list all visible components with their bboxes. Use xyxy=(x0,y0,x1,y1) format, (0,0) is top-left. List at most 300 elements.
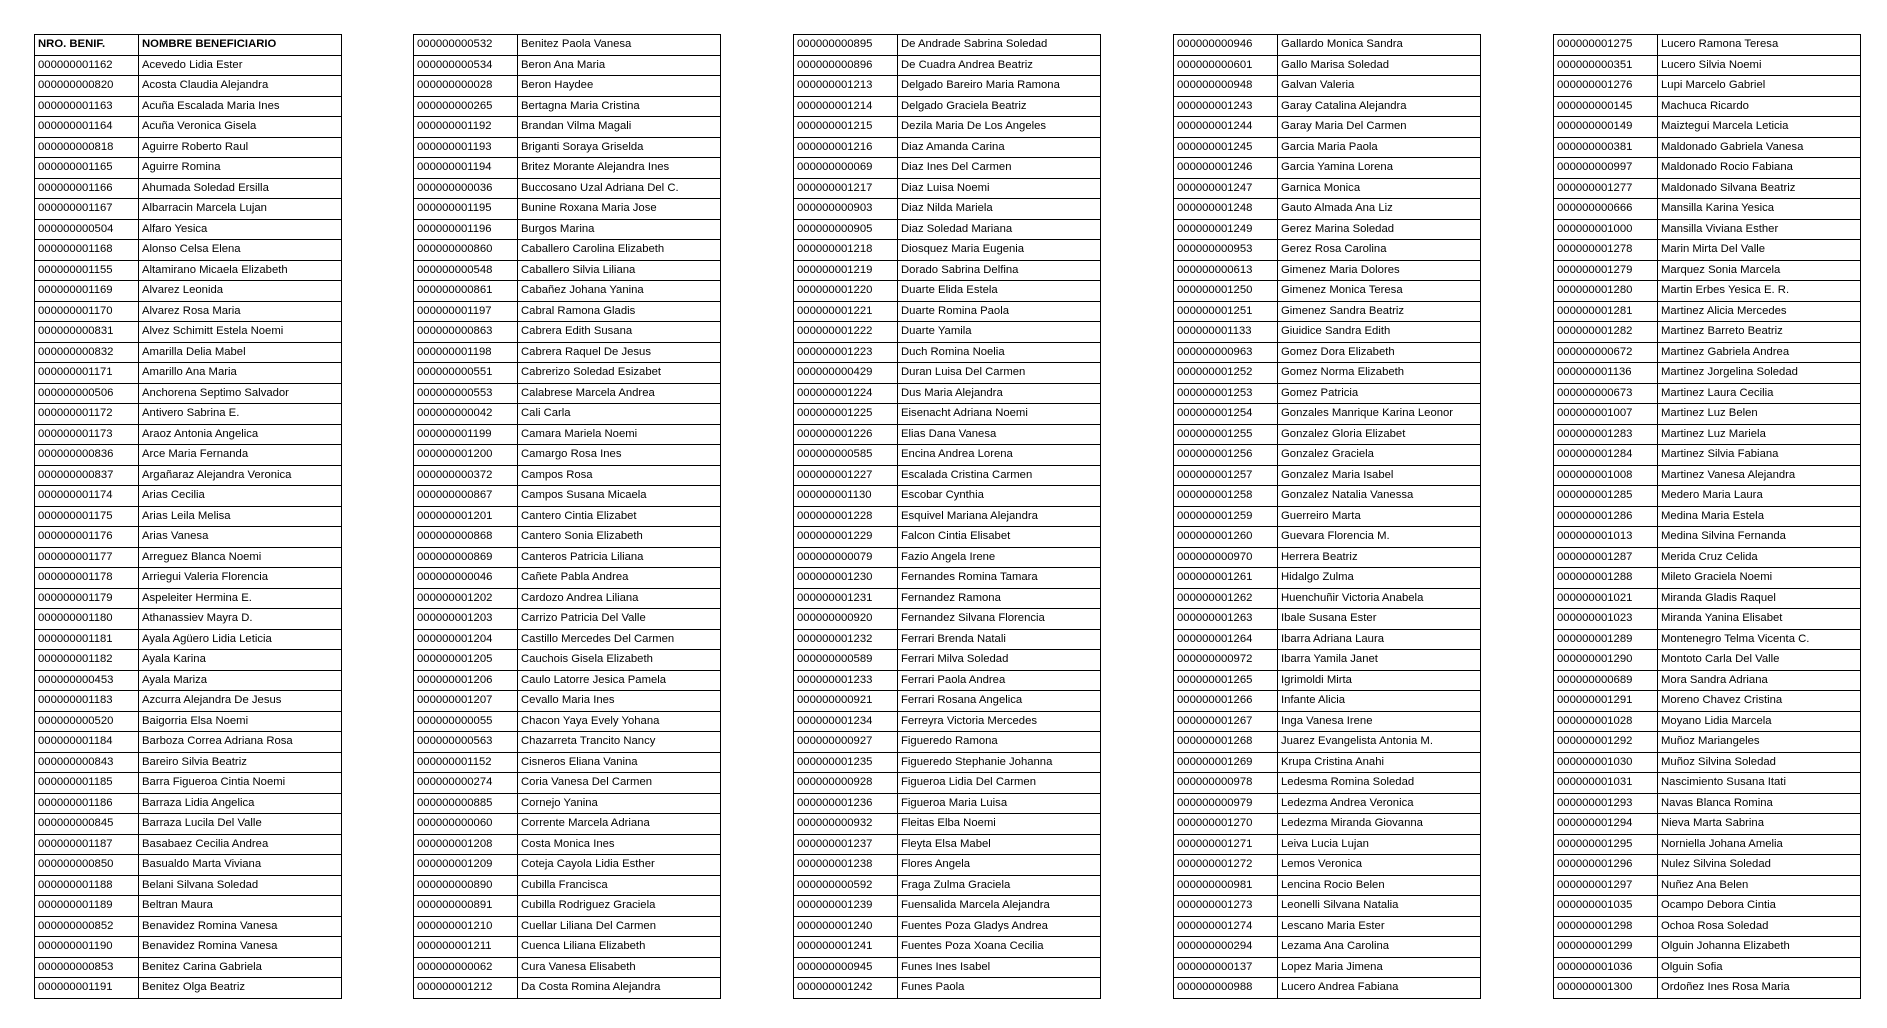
beneficiary-name: Cardozo Andrea Liliana xyxy=(518,588,721,609)
beneficiary-name: Elias Dana Vanesa xyxy=(898,424,1101,445)
table-row xyxy=(35,957,342,978)
beneficiary-name: Fleyta Elsa Mabel xyxy=(898,834,1101,855)
beneficiary-number: 000000001282 xyxy=(1554,322,1658,343)
beneficiary-name: Merida Cruz Celida xyxy=(1658,547,1861,568)
beneficiary-number: 000000001031 xyxy=(1554,773,1658,794)
beneficiary-number: 000000001270 xyxy=(1174,814,1278,835)
table-row xyxy=(1174,424,1481,445)
beneficiary-name: Mansilla Viviana Esther xyxy=(1658,219,1861,240)
beneficiary-number: 000000001297 xyxy=(1554,875,1658,896)
table-row xyxy=(1554,629,1861,650)
table-row xyxy=(794,711,1101,732)
beneficiary-number: 000000001238 xyxy=(794,855,898,876)
beneficiary-number: 000000001172 xyxy=(35,404,139,425)
beneficiary-name: De Cuadra Andrea Beatriz xyxy=(898,55,1101,76)
beneficiary-name: Marquez Sonia Marcela xyxy=(1658,260,1861,281)
beneficiary-number: 000000001255 xyxy=(1174,424,1278,445)
beneficiary-number: 000000001205 xyxy=(414,650,518,671)
beneficiary-name: Diaz Luisa Noemi xyxy=(898,178,1101,199)
beneficiary-table-4 xyxy=(1173,34,1481,999)
beneficiary-name: Hidalgo Zulma xyxy=(1278,568,1481,589)
beneficiary-number: 000000000853 xyxy=(35,957,139,978)
beneficiary-number: 000000001248 xyxy=(1174,199,1278,220)
beneficiary-name: Alvez Schimitt Estela Noemi xyxy=(139,322,342,343)
beneficiary-number: 000000000601 xyxy=(1174,55,1278,76)
table-row xyxy=(1174,752,1481,773)
beneficiary-number: 000000000381 xyxy=(1554,137,1658,158)
beneficiary-number: 000000001169 xyxy=(35,281,139,302)
beneficiary-number: 000000001228 xyxy=(794,506,898,527)
beneficiary-name: Barboza Correa Adriana Rosa xyxy=(139,732,342,753)
beneficiary-number: 000000001008 xyxy=(1554,465,1658,486)
table-row xyxy=(794,260,1101,281)
beneficiary-name: Argañaraz Alejandra Veronica xyxy=(139,465,342,486)
table-row xyxy=(1174,793,1481,814)
beneficiary-number: 000000001261 xyxy=(1174,568,1278,589)
table-row xyxy=(35,547,342,568)
table-row xyxy=(794,957,1101,978)
beneficiary-name: Altamirano Micaela Elizabeth xyxy=(139,260,342,281)
table-row xyxy=(414,465,721,486)
beneficiary-name: Lucero Silvia Noemi xyxy=(1658,55,1861,76)
beneficiary-name: Dezila Maria De Los Angeles xyxy=(898,117,1101,138)
table-row xyxy=(1554,814,1861,835)
table-row xyxy=(35,260,342,281)
beneficiary-name: Duarte Romina Paola xyxy=(898,301,1101,322)
beneficiary-number: 000000000079 xyxy=(794,547,898,568)
beneficiary-number: 000000001230 xyxy=(794,568,898,589)
beneficiary-number: 000000001133 xyxy=(1174,322,1278,343)
beneficiary-name: Martinez Silvia Fabiana xyxy=(1658,445,1861,466)
beneficiary-number: 000000001176 xyxy=(35,527,139,548)
beneficiary-name: Ocampo Debora Cintia xyxy=(1658,896,1861,917)
beneficiary-number: 000000000589 xyxy=(794,650,898,671)
beneficiary-number: 000000001295 xyxy=(1554,834,1658,855)
table-row xyxy=(1174,486,1481,507)
beneficiary-number: 000000001218 xyxy=(794,240,898,261)
beneficiary-name: Anchorena Septimo Salvador xyxy=(139,383,342,404)
beneficiary-name: Gonzalez Graciela xyxy=(1278,445,1481,466)
table-row xyxy=(794,588,1101,609)
table-row xyxy=(794,445,1101,466)
beneficiary-number: 000000001243 xyxy=(1174,96,1278,117)
table-row xyxy=(794,465,1101,486)
beneficiary-number: 000000001162 xyxy=(35,55,139,76)
table-row xyxy=(794,96,1101,117)
table-row xyxy=(1174,978,1481,999)
beneficiary-number: 000000000832 xyxy=(35,342,139,363)
table-body xyxy=(1554,35,1861,999)
table-row xyxy=(794,834,1101,855)
beneficiary-name: Gomez Norma Elizabeth xyxy=(1278,363,1481,384)
table-row xyxy=(1174,178,1481,199)
beneficiary-number: 000000001197 xyxy=(414,301,518,322)
table-row xyxy=(794,527,1101,548)
table-row xyxy=(35,281,342,302)
table-row xyxy=(794,916,1101,937)
beneficiary-name: Alfaro Yesica xyxy=(139,219,342,240)
table-row xyxy=(414,301,721,322)
table-row xyxy=(1174,404,1481,425)
beneficiary-number: 000000000689 xyxy=(1554,670,1658,691)
beneficiary-number: 000000000891 xyxy=(414,896,518,917)
beneficiary-number: 000000001187 xyxy=(35,834,139,855)
beneficiary-name: Benavidez Romina Vanesa xyxy=(139,916,342,937)
beneficiary-name: Chacon Yaya Evely Yohana xyxy=(518,711,721,732)
table-row xyxy=(35,875,342,896)
beneficiary-name: Gerez Marina Soledad xyxy=(1278,219,1481,240)
table-row xyxy=(414,55,721,76)
beneficiary-name: Ledezma Andrea Veronica xyxy=(1278,793,1481,814)
beneficiary-name: Costa Monica Ines xyxy=(518,834,721,855)
table-row xyxy=(35,896,342,917)
table-row xyxy=(35,588,342,609)
beneficiary-number: 000000001184 xyxy=(35,732,139,753)
table-row xyxy=(35,445,342,466)
table-row xyxy=(1554,670,1861,691)
beneficiary-number: 000000000920 xyxy=(794,609,898,630)
beneficiary-name: Gerez Rosa Carolina xyxy=(1278,240,1481,261)
table-row xyxy=(1554,937,1861,958)
beneficiary-number: 000000001189 xyxy=(35,896,139,917)
beneficiary-name: Ferreyra Victoria Mercedes xyxy=(898,711,1101,732)
beneficiary-number: 000000001215 xyxy=(794,117,898,138)
beneficiary-number: 000000001036 xyxy=(1554,957,1658,978)
table-body xyxy=(794,35,1101,999)
beneficiary-number: 000000000868 xyxy=(414,527,518,548)
table-row xyxy=(1554,486,1861,507)
table-row xyxy=(1554,137,1861,158)
beneficiary-name: Gonzalez Maria Isabel xyxy=(1278,465,1481,486)
beneficiary-name: Fleitas Elba Noemi xyxy=(898,814,1101,835)
beneficiary-number: 000000000978 xyxy=(1174,773,1278,794)
beneficiary-name: Coteja Cayola Lidia Esther xyxy=(518,855,721,876)
beneficiary-name: Corrente Marcela Adriana xyxy=(518,814,721,835)
beneficiary-name: Ayala Mariza xyxy=(139,670,342,691)
beneficiary-name: Lupi Marcelo Gabriel xyxy=(1658,76,1861,97)
beneficiary-number: 000000000504 xyxy=(35,219,139,240)
table-row xyxy=(794,486,1101,507)
table-row xyxy=(1554,322,1861,343)
beneficiary-number: 000000000981 xyxy=(1174,875,1278,896)
beneficiary-number: 000000001288 xyxy=(1554,568,1658,589)
beneficiary-name: Moyano Lidia Marcela xyxy=(1658,711,1861,732)
table-row xyxy=(35,650,342,671)
beneficiary-name: Arreguez Blanca Noemi xyxy=(139,547,342,568)
beneficiary-name: Gallo Marisa Soledad xyxy=(1278,55,1481,76)
table-row xyxy=(1554,752,1861,773)
beneficiary-name: Mansilla Karina Yesica xyxy=(1658,199,1861,220)
table-row xyxy=(414,219,721,240)
beneficiary-number: 000000000265 xyxy=(414,96,518,117)
beneficiary-number: 000000001164 xyxy=(35,117,139,138)
beneficiary-name: Galvan Valeria xyxy=(1278,76,1481,97)
table-row xyxy=(794,178,1101,199)
beneficiary-name: Bareiro Silvia Beatriz xyxy=(139,752,342,773)
beneficiary-number: 000000001182 xyxy=(35,650,139,671)
beneficiary-number: 000000001195 xyxy=(414,199,518,220)
beneficiary-name: Delgado Graciela Beatriz xyxy=(898,96,1101,117)
beneficiary-name: Juarez Evangelista Antonia M. xyxy=(1278,732,1481,753)
table-row xyxy=(1174,506,1481,527)
beneficiary-name: Eisenacht Adriana Noemi xyxy=(898,404,1101,425)
beneficiary-number: 000000000520 xyxy=(35,711,139,732)
beneficiary-number: 000000001023 xyxy=(1554,609,1658,630)
table-row xyxy=(1554,96,1861,117)
beneficiary-name: Dorado Sabrina Delfina xyxy=(898,260,1101,281)
beneficiary-name: Cura Vanesa Elisabeth xyxy=(518,957,721,978)
table-row xyxy=(794,547,1101,568)
beneficiary-number: 000000000895 xyxy=(794,35,898,56)
beneficiary-number: 000000000845 xyxy=(35,814,139,835)
table-row xyxy=(35,609,342,630)
beneficiary-number: 000000001227 xyxy=(794,465,898,486)
beneficiary-name: Briganti Soraya Griselda xyxy=(518,137,721,158)
table-row xyxy=(1554,711,1861,732)
beneficiary-name: Gomez Patricia xyxy=(1278,383,1481,404)
beneficiary-name: Arriegui Valeria Florencia xyxy=(139,568,342,589)
beneficiary-number: 000000000563 xyxy=(414,732,518,753)
table-row xyxy=(414,342,721,363)
beneficiary-name: Medina Maria Estela xyxy=(1658,506,1861,527)
table-row xyxy=(794,301,1101,322)
beneficiary-name: Garay Catalina Alejandra xyxy=(1278,96,1481,117)
table-row xyxy=(1174,650,1481,671)
beneficiary-name: Cali Carla xyxy=(518,404,721,425)
beneficiary-number: 000000000613 xyxy=(1174,260,1278,281)
beneficiary-name: Figueroa Maria Luisa xyxy=(898,793,1101,814)
beneficiary-number: 000000001198 xyxy=(414,342,518,363)
beneficiary-name: Cisneros Eliana Vanina xyxy=(518,752,721,773)
beneficiary-name: Antivero Sabrina E. xyxy=(139,404,342,425)
beneficiary-number: 000000000585 xyxy=(794,445,898,466)
beneficiary-name: Garay Maria Del Carmen xyxy=(1278,117,1481,138)
beneficiary-name: Huenchuñir Victoria Anabela xyxy=(1278,588,1481,609)
table-body xyxy=(1174,35,1481,999)
table-row xyxy=(794,896,1101,917)
table-row xyxy=(794,55,1101,76)
beneficiary-number: 000000001266 xyxy=(1174,691,1278,712)
table-row xyxy=(794,199,1101,220)
beneficiary-name: Norniella Johana Amelia xyxy=(1658,834,1861,855)
table-row xyxy=(1174,957,1481,978)
beneficiary-number: 000000001193 xyxy=(414,137,518,158)
beneficiary-number: 000000001035 xyxy=(1554,896,1658,917)
beneficiary-number: 000000000036 xyxy=(414,178,518,199)
beneficiary-name: Camara Mariela Noemi xyxy=(518,424,721,445)
beneficiary-number: 000000000953 xyxy=(1174,240,1278,261)
table-row xyxy=(1174,199,1481,220)
beneficiary-number: 000000000867 xyxy=(414,486,518,507)
beneficiary-name: Martinez Barreto Beatriz xyxy=(1658,322,1861,343)
beneficiary-name: Britez Morante Alejandra Ines xyxy=(518,158,721,179)
beneficiary-number: 000000001168 xyxy=(35,240,139,261)
table-row xyxy=(35,732,342,753)
table-row xyxy=(1554,342,1861,363)
table-row xyxy=(1554,281,1861,302)
table-row xyxy=(1554,691,1861,712)
table-row xyxy=(794,35,1101,56)
beneficiary-name: Lemos Veronica xyxy=(1278,855,1481,876)
beneficiary-number: 000000000963 xyxy=(1174,342,1278,363)
table-row xyxy=(414,896,721,917)
beneficiary-name: Amarillo Ana Maria xyxy=(139,363,342,384)
beneficiary-number: 000000001200 xyxy=(414,445,518,466)
beneficiary-name: Olguin Sofia xyxy=(1658,957,1861,978)
table-row xyxy=(414,650,721,671)
beneficiary-number: 000000001190 xyxy=(35,937,139,958)
table-row xyxy=(1554,240,1861,261)
table-row xyxy=(414,691,721,712)
table-row xyxy=(414,383,721,404)
beneficiary-name: Lopez Maria Jimena xyxy=(1278,957,1481,978)
table-row xyxy=(1174,260,1481,281)
beneficiary-number: 000000001287 xyxy=(1554,547,1658,568)
beneficiary-name: Flores Angela xyxy=(898,855,1101,876)
beneficiary-number: 000000001166 xyxy=(35,178,139,199)
beneficiary-name: Mileto Graciela Noemi xyxy=(1658,568,1861,589)
table-row xyxy=(1174,465,1481,486)
table-row xyxy=(1174,629,1481,650)
table-row xyxy=(414,814,721,835)
table-row xyxy=(414,609,721,630)
beneficiary-number: 000000000372 xyxy=(414,465,518,486)
table-row xyxy=(794,609,1101,630)
beneficiary-name: Cuellar Liliana Del Carmen xyxy=(518,916,721,937)
beneficiary-number: 000000001185 xyxy=(35,773,139,794)
beneficiary-name: Medero Maria Laura xyxy=(1658,486,1861,507)
beneficiary-number: 000000000818 xyxy=(35,137,139,158)
beneficiary-number: 000000001130 xyxy=(794,486,898,507)
beneficiary-name: Ordoñez Ines Rosa Maria xyxy=(1658,978,1861,999)
table-row xyxy=(1554,732,1861,753)
beneficiary-name: Fernandez Silvana Florencia xyxy=(898,609,1101,630)
beneficiary-name: Benitez Olga Beatriz xyxy=(139,978,342,999)
beneficiary-name: Arias Cecilia xyxy=(139,486,342,507)
beneficiary-number: 000000001300 xyxy=(1554,978,1658,999)
table-row xyxy=(1174,301,1481,322)
beneficiary-number: 000000001233 xyxy=(794,670,898,691)
table-row xyxy=(1174,588,1481,609)
table-row xyxy=(1554,793,1861,814)
beneficiary-name: Barra Figueroa Cintia Noemi xyxy=(139,773,342,794)
table-header-row xyxy=(35,35,342,56)
table-row xyxy=(1554,834,1861,855)
table-row xyxy=(1174,875,1481,896)
table-row xyxy=(1174,896,1481,917)
beneficiary-number: 000000001286 xyxy=(1554,506,1658,527)
table-row xyxy=(414,117,721,138)
table-row xyxy=(794,875,1101,896)
beneficiary-number: 000000000890 xyxy=(414,875,518,896)
beneficiary-number: 000000000903 xyxy=(794,199,898,220)
beneficiary-name: Duch Romina Noelia xyxy=(898,342,1101,363)
table-row xyxy=(794,752,1101,773)
table-row xyxy=(414,506,721,527)
table-row xyxy=(794,793,1101,814)
table-row xyxy=(794,158,1101,179)
beneficiary-name: Muñoz Silvina Soledad xyxy=(1658,752,1861,773)
beneficiary-name: Ferrari Paola Andrea xyxy=(898,670,1101,691)
beneficiary-name: Mora Sandra Adriana xyxy=(1658,670,1861,691)
beneficiary-number: 000000000673 xyxy=(1554,383,1658,404)
beneficiary-number: 000000001253 xyxy=(1174,383,1278,404)
beneficiary-name: Nascimiento Susana Itati xyxy=(1658,773,1861,794)
beneficiary-number: 000000001298 xyxy=(1554,916,1658,937)
table-row xyxy=(414,957,721,978)
beneficiary-number: 000000001293 xyxy=(1554,793,1658,814)
beneficiary-name: Basualdo Marta Viviana xyxy=(139,855,342,876)
beneficiary-number: 000000001251 xyxy=(1174,301,1278,322)
table-body xyxy=(414,35,721,999)
beneficiary-number: 000000001256 xyxy=(1174,445,1278,466)
beneficiary-name: Diaz Amanda Carina xyxy=(898,137,1101,158)
beneficiary-number: 000000001292 xyxy=(1554,732,1658,753)
beneficiary-number: 000000001231 xyxy=(794,588,898,609)
beneficiary-name: Gonzalez Gloria Elizabet xyxy=(1278,424,1481,445)
beneficiary-name: Nulez Silvina Soledad xyxy=(1658,855,1861,876)
beneficiary-number: 000000001216 xyxy=(794,137,898,158)
beneficiary-name: Canteros Patricia Liliana xyxy=(518,547,721,568)
beneficiary-name: Acosta Claudia Alejandra xyxy=(139,76,342,97)
beneficiary-number: 000000001299 xyxy=(1554,937,1658,958)
beneficiary-number: 000000001250 xyxy=(1174,281,1278,302)
beneficiary-number: 000000001276 xyxy=(1554,76,1658,97)
beneficiary-name: Aguirre Romina xyxy=(139,158,342,179)
beneficiary-number: 000000001240 xyxy=(794,916,898,937)
table-row xyxy=(35,568,342,589)
beneficiary-name: Aspeleiter Hermina E. xyxy=(139,588,342,609)
table-row xyxy=(1554,506,1861,527)
beneficiary-name: Diosquez Maria Eugenia xyxy=(898,240,1101,261)
table-row xyxy=(1174,711,1481,732)
beneficiary-number: 000000001235 xyxy=(794,752,898,773)
beneficiary-number: 000000001213 xyxy=(794,76,898,97)
table-row xyxy=(1174,547,1481,568)
beneficiary-number: 000000000145 xyxy=(1554,96,1658,117)
beneficiary-name: Acevedo Lidia Ester xyxy=(139,55,342,76)
beneficiary-name: Caballero Carolina Elizabeth xyxy=(518,240,721,261)
beneficiary-name: Inga Vanesa Irene xyxy=(1278,711,1481,732)
beneficiary-name: Alonso Celsa Elena xyxy=(139,240,342,261)
beneficiary-name: Cabrerizo Soledad Esizabet xyxy=(518,363,721,384)
beneficiary-name: Machuca Ricardo xyxy=(1658,96,1861,117)
beneficiary-number: 000000001275 xyxy=(1554,35,1658,56)
table-row xyxy=(414,547,721,568)
beneficiary-number: 000000000896 xyxy=(794,55,898,76)
beneficiary-name: Lescano Maria Ester xyxy=(1278,916,1481,937)
beneficiary-name: Guerreiro Marta xyxy=(1278,506,1481,527)
table-row xyxy=(414,76,721,97)
beneficiary-name: Lucero Ramona Teresa xyxy=(1658,35,1861,56)
beneficiary-number: 000000000852 xyxy=(35,916,139,937)
beneficiary-name: Ledesma Romina Soledad xyxy=(1278,773,1481,794)
beneficiary-name: Baigorria Elsa Noemi xyxy=(139,711,342,732)
beneficiary-number: 000000001267 xyxy=(1174,711,1278,732)
table-row xyxy=(35,978,342,999)
beneficiary-number: 000000001178 xyxy=(35,568,139,589)
beneficiary-name: Beron Ana Maria xyxy=(518,55,721,76)
table-row xyxy=(414,158,721,179)
beneficiary-name: Duarte Yamila xyxy=(898,322,1101,343)
table-row xyxy=(1174,342,1481,363)
beneficiary-number: 000000001202 xyxy=(414,588,518,609)
table-row xyxy=(414,486,721,507)
beneficiary-name: Guevara Florencia M. xyxy=(1278,527,1481,548)
table-row xyxy=(794,978,1101,999)
table-row xyxy=(1554,855,1861,876)
table-row xyxy=(1554,465,1861,486)
